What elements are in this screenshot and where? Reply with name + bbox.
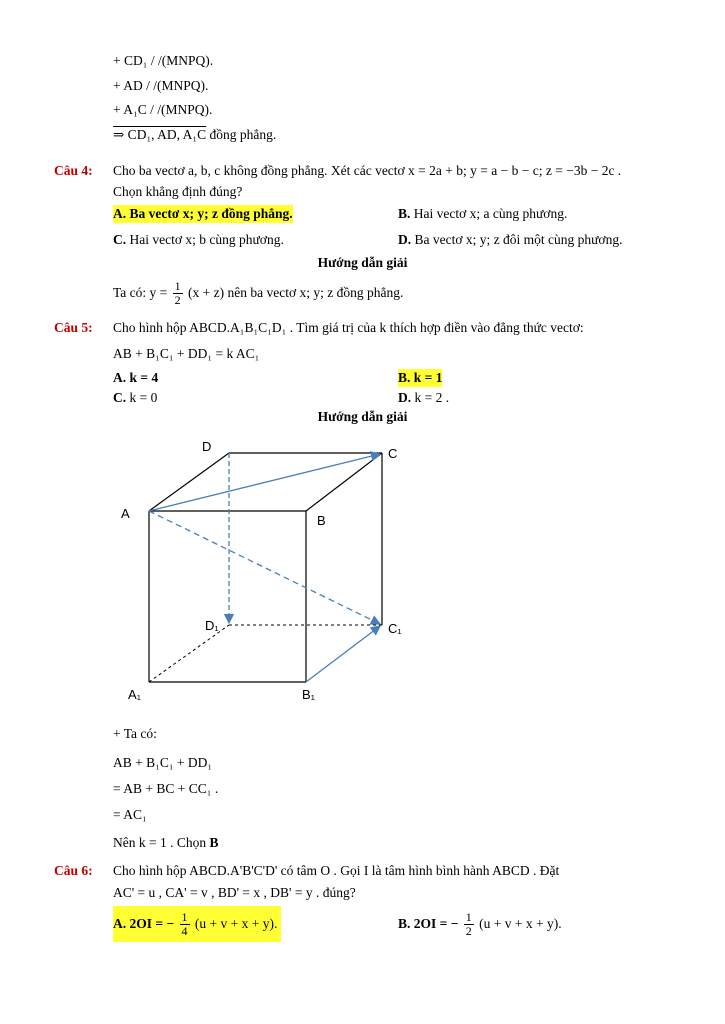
q6-option-b [398,906,562,942]
q5-option-c-prefix: C. [113,390,127,405]
q5-sol-line-5 [113,834,219,852]
q5-stem: Cho hình hộp ABCD.A₁B₁C₁D₁ . Tìm giá trị của k thích hợp điền vào đẳng thức vectơ: [113,320,584,335]
q6-option-b-pre: B. 2OI = − [398,916,459,931]
q6-option-b-post: (u + v + x + y). [479,916,562,931]
prev-tail: đồng phẳng. [206,127,277,142]
q5-guide-heading: Hướng dẫn giải [317,409,408,424]
q4-option-c-prefix: C. [113,232,127,247]
vertex-label-a: A [121,506,130,521]
vector-ac [149,454,380,511]
q6-b-frac-den: 2 [465,924,472,939]
prev-line-2: + AD / /(MNPQ). [113,78,209,93]
q5-label: Câu 5: [54,320,93,335]
q4-option-b-prefix: B. [398,206,411,221]
q5-conclusion-answer: B [209,835,219,850]
q5-option-c-text: k = 0 [126,390,158,405]
q4-frac-num: 1 [174,279,181,294]
q5-sol-line-4: = AC₁ [113,807,147,822]
q5-sol-line-3: = AB + BC + CC₁ . [113,781,219,796]
q6-b-frac-num: 1 [465,910,472,925]
q4-option-b-text: Hai vectơ x; a cùng phương. [410,206,568,221]
q6-a-frac-den: 4 [181,924,188,939]
q5-option-a: A. k = 4 [113,370,159,385]
prev-line-3: + A₁C / /(MNPQ). [113,102,213,117]
q4-stem2: Chọn khẳng định đúng? [113,184,243,199]
vertex-label-c: C [388,446,398,461]
q4-guide-heading: Hướng dẫn giải [317,255,408,270]
vertex-label-d: D [202,439,212,454]
q6-option-a-pre: A. 2OI = − [113,916,175,931]
edge-bc [306,453,382,511]
q5-option-b: B. k = 1 [398,370,443,385]
vertex-label-a1: A₁ [128,687,142,702]
q6-label: Câu 6: [54,863,93,878]
q6-option-b-fraction [464,911,474,938]
q6-stem2: AC' = u , CA' = v , BD' = x , DB' = y . đúng? [113,885,356,900]
q5-option-d-text: k = 2 . [411,390,450,405]
q4-solution-pre: Ta có: y = [113,285,168,300]
q6-stem: Cho hình hộp ABCD.A'B'C'D' có tâm O . Gọi I là tâm hình bình hành ABCD . Đặt [113,863,560,878]
vertex-label-b1: B₁ [302,687,316,702]
q4-frac-den: 2 [174,293,181,308]
q4-option-d-text: Ba vectơ x; y; z đôi một cùng phương. [411,232,623,247]
q6-option-a-post: (u + v + x + y). [194,916,278,931]
vector-ac1 [149,511,380,624]
q5-sol-line-2: AB + B₁C₁ + DD₁ [113,755,213,770]
vector-b1c1 [306,626,380,682]
q4-option-c-text: Hai vectơ x; b cùng phương. [126,232,284,247]
edge-ad [149,453,229,511]
q4-option-d-prefix: D. [398,232,412,247]
q5-conclusion: Nên k = 1 . Chọn [113,835,210,850]
vertex-label-b: B [317,513,326,528]
vertex-label-d1: D₁ [205,618,219,633]
q5-option-d-prefix: D. [398,390,412,405]
q6-option-a-fraction [180,911,190,938]
q5-sol-line-1: + Ta có: [113,726,157,741]
q4-option-a-text: A. Ba vectơ x; y; z đồng phẳng. [113,206,293,221]
q5-equation: AB + B₁C₁ + DD₁ = k AC₁ [113,346,260,361]
q6-a-frac-num: 1 [181,910,188,925]
prev-line-1: + CD₁ / /(MNPQ). [113,53,214,68]
q6-option-a [113,906,281,942]
q4-label: Câu 4: [54,163,93,178]
edge-a1d1 [149,625,229,682]
q4-solution-post: (x + z) nên ba vectơ x; y; z đồng phẳng. [188,285,404,300]
prev-vectors: ⇒ CD₁, AD, A₁C [113,127,207,142]
vertex-label-c1: C₁ [388,621,402,636]
q4-stem: Cho ba vectơ a, b, c không đồng phẳng. Xét các vectơ x = 2a + b; y = a − b − c; z = −3b − 2c . [113,163,622,178]
